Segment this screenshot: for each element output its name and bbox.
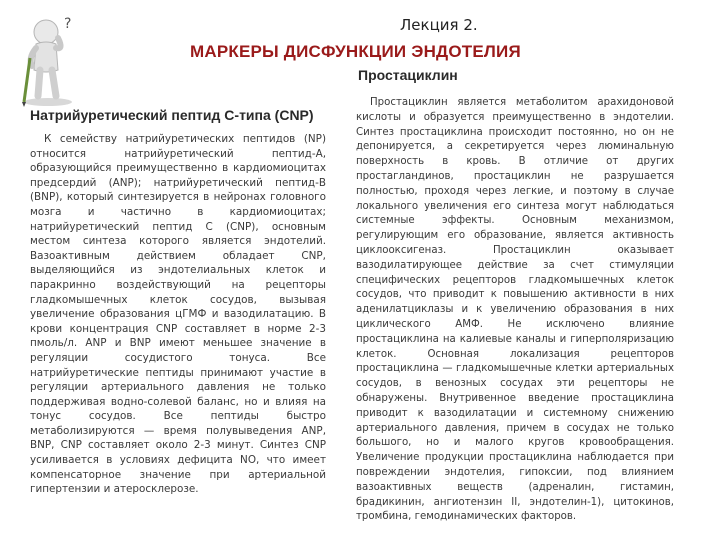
lecture-number: Лекция 2. [400, 16, 478, 34]
cnp-heading: Натрийуретический пептид С-типа (CNP) [30, 107, 314, 123]
slide-title: МАРКЕРЫ ДИСФУНКЦИИ ЭНДОТЕЛИЯ [190, 42, 521, 61]
prostacyclin-paragraph: Простациклин является метаболитом арахидоновой кислоты и образуется преимущественно в эндотелии. Синтез простациклина происходит постоянно, но он не депонируется, а секретируется через люминальную поверхность в кровь. В отличие от других простагландинов, простациклин не разрушается полностью, проходя через легкие, и поэтому в случае локального увеличения его синтеза могут наблюдаться системные эффекты. Основным механизмом, регулирующим его образование, является активность циклооксигеназ. Простациклин оказывает вазодилатирующее действие за счет стимуляции специфических рецепторов гладкомышечных клеток сосудов, что приводит к повышению активности в них аденилатциклазы и к увеличению образования в них циклического АМФ. Не исключено влияние простациклина на калиевые каналы и гиперполяризацию клеток. Основная локализация рецепторов простациклина — гладкомышечные клетки артериальных сосудов, в венозных сосудах эти рецепторы не обнаружены. Внутривенное введение простациклина приводит к вазодилатации и системному снижению артериального давления, причем в сосудах не только большого, но и малого кругов кровообращения. Увеличение продукции простациклина наблюдается при повреждении эндотелия, гипоксии, под влиянием вазоактивных веществ (адреналин, гистамин, брадикинин, ангиотензин II, эндотелин-1), цитокинов, тромбина, гемодинамических факторов. [356, 97, 674, 523]
svg-text:?: ? [64, 16, 72, 32]
thinking-figure-with-pencil-icon [12, 8, 84, 108]
prostacyclin-section [356, 66, 674, 536]
cnp-section [30, 106, 326, 536]
cnp-paragraph: К семейству натрийуретических пептидов (NP) относится натрийуретический пептид-А, образующийся преимущественно в кардиомиоцитах предсердий (ANP); натрийуретический пептид-В (BNP), который синтезируется в нейронах головного мозга и частично в кардиомиоцитах; натрийуретический пептид С (CNP), основным местом синтеза которого является эндотелий. Вазоактивным действием обладает CNP, выделяющийся из эндотелиальных клеток и паракринно воздействующий на рецепторы гладкомышечных клеток сосудов, вызывая увеличение образования цГМФ и вазодилатацию. В крови концентрация CNP составляет в норме 2-3 пмоль/л. ANP и BNP имеют меньшее значение в регуляции сосудистого тонуса. Все натрийуретические пептиды принимают участие в регуляции артериального давления не только поддерживая водно-солевой баланс, но и влияя на тонус сосудов. Все пептиды быстро метаболизируются — время полувыведения ANP, BNP, CNP составляет около 2-3 минут. Синтез CNP усиливается в условиях дефицита NO, что имеет компенсаторное значение при артериальной гипертензии и атеросклерозе. [30, 133, 326, 496]
prostacyclin-heading: Простациклин [358, 67, 458, 83]
